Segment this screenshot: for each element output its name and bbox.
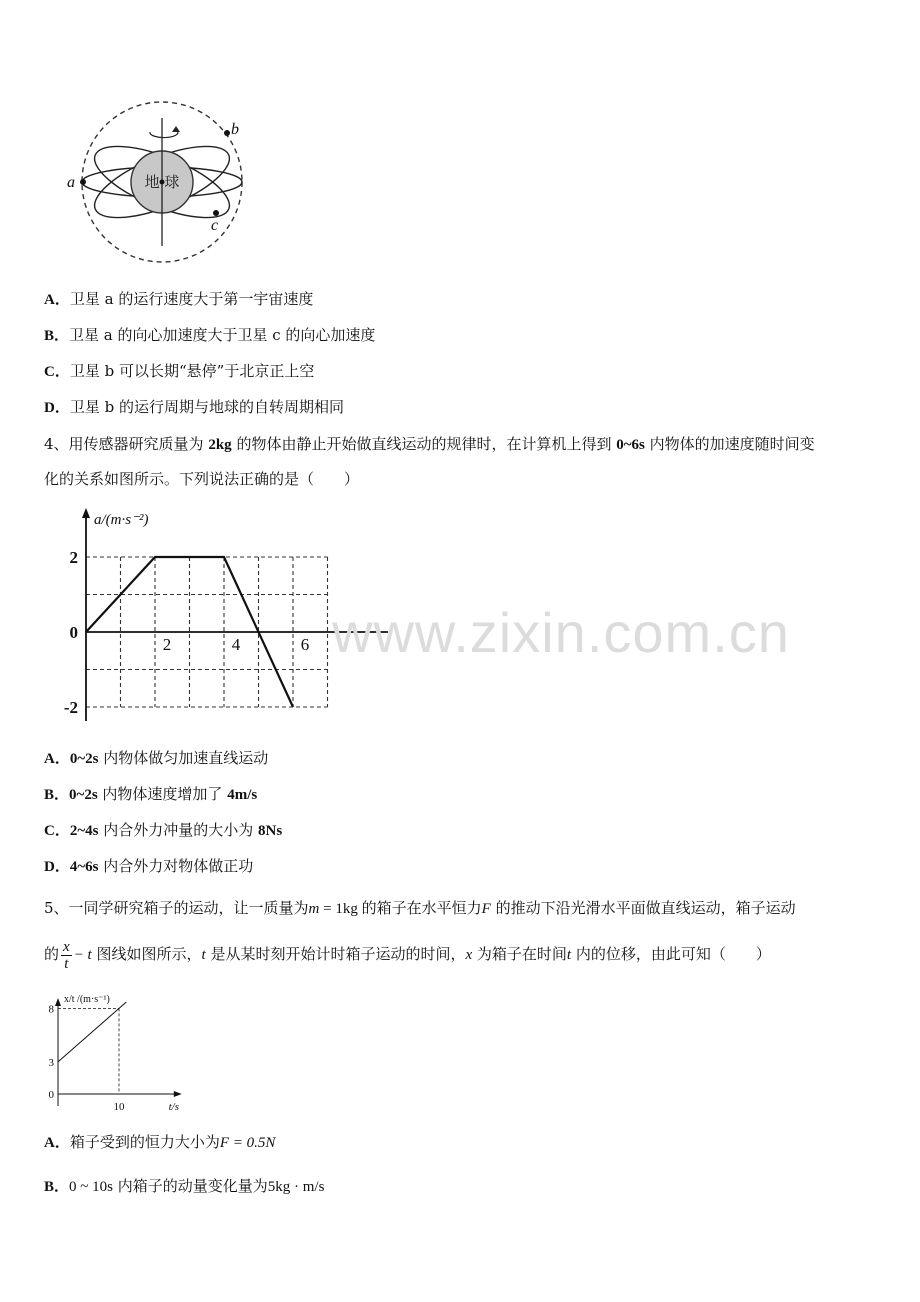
q4-option-a: A．0~2s 内物体做匀加速直线运动 (44, 749, 269, 767)
q4-option-d: D．4~6s 内合外力对物体做正功 (44, 857, 254, 875)
x-axis-arrow (174, 1091, 182, 1097)
q5-stem-line2: 的 $\frac{x}{t}$ − t 图线如图所示，t 是从某时刻开始计时箱子运动的时间，x 为箱子在时间t 内的位移，由此可知（ ） (44, 938, 771, 972)
q4-option-c: C．2~4s 内合外力冲量的大小为 8Ns (44, 821, 283, 839)
y-tick-label: 0 (48, 1089, 54, 1101)
y-tick-label: 8 (48, 1003, 54, 1016)
series-line (58, 1002, 126, 1062)
y-axis-arrow (55, 998, 61, 1006)
x-tick-label: 10 (113, 1101, 125, 1112)
y-axis-label: a/(m·s⁻²) (94, 512, 149, 528)
x-tick-label: 4 (231, 635, 241, 654)
y-axis-arrow (82, 508, 90, 518)
watermark: www.zixin.com.cn (332, 601, 790, 664)
satellite-b (224, 130, 230, 136)
q3-option-d: D．卫星 b 的运行周期与地球的自转周期相同 (44, 398, 344, 416)
q4-stem-line2: 化的关系如图所示。下列说法正确的是（ ） (44, 470, 360, 488)
q4-option-b: B．0~2s 内物体速度增加了 4m/s (44, 785, 258, 803)
x-over-t-fraction: $\frac{x}{t}$ (63, 938, 70, 972)
x-tick-label: 6 (300, 635, 310, 654)
q3-option-c: C．卫星 b 可以长期“悬停”于北京正上空 (44, 362, 315, 380)
velocity-ratio-chart (44, 990, 184, 1112)
label-c: c (211, 217, 219, 234)
q3-option-a: A．卫星 a 的运行速度大于第一宇宙速度 (44, 290, 314, 308)
orbit-figure (60, 96, 260, 268)
label-b: b (231, 121, 239, 138)
satellite-c (213, 210, 219, 216)
rotation-arrowhead (172, 126, 180, 132)
y-tick-label: 0 (69, 623, 78, 642)
y-tick-label: -2 (63, 698, 78, 717)
label-a: a (67, 174, 75, 191)
q5-option-b: B．0 ~ 10s 内箱子的动量变化量为5kg · m/s (44, 1177, 325, 1195)
x-tick-label: 2 (162, 635, 172, 654)
q5-option-a: A．箱子受到的恒力大小为F = 0.5N (44, 1133, 276, 1151)
q5-stem-line1: 5、一同学研究箱子的运动，让一质量为m = 1kg 的箱子在水平恒力F 的推动下沿光滑水平面做直线运动，箱子运动 (44, 899, 796, 917)
y-tick-label: 2 (69, 548, 78, 567)
y-tick-label: 3 (48, 1056, 54, 1069)
q3-option-b: B．卫星 a 的向心加速度大于卫星 c 的向心加速度 (44, 326, 376, 344)
satellite-a (80, 179, 86, 185)
y-axis-label: x/t /(m·s⁻¹) (64, 994, 110, 1005)
earth-label: 地 球 (144, 173, 180, 191)
x-axis-label: t/s (168, 1101, 180, 1112)
q4-stem-line1: 4、用传感器研究质量为 2kg 的物体由静止开始做直线运动的规律时，在计算机上得到 0~6s 内物体的加速度随时间变 (44, 435, 815, 453)
